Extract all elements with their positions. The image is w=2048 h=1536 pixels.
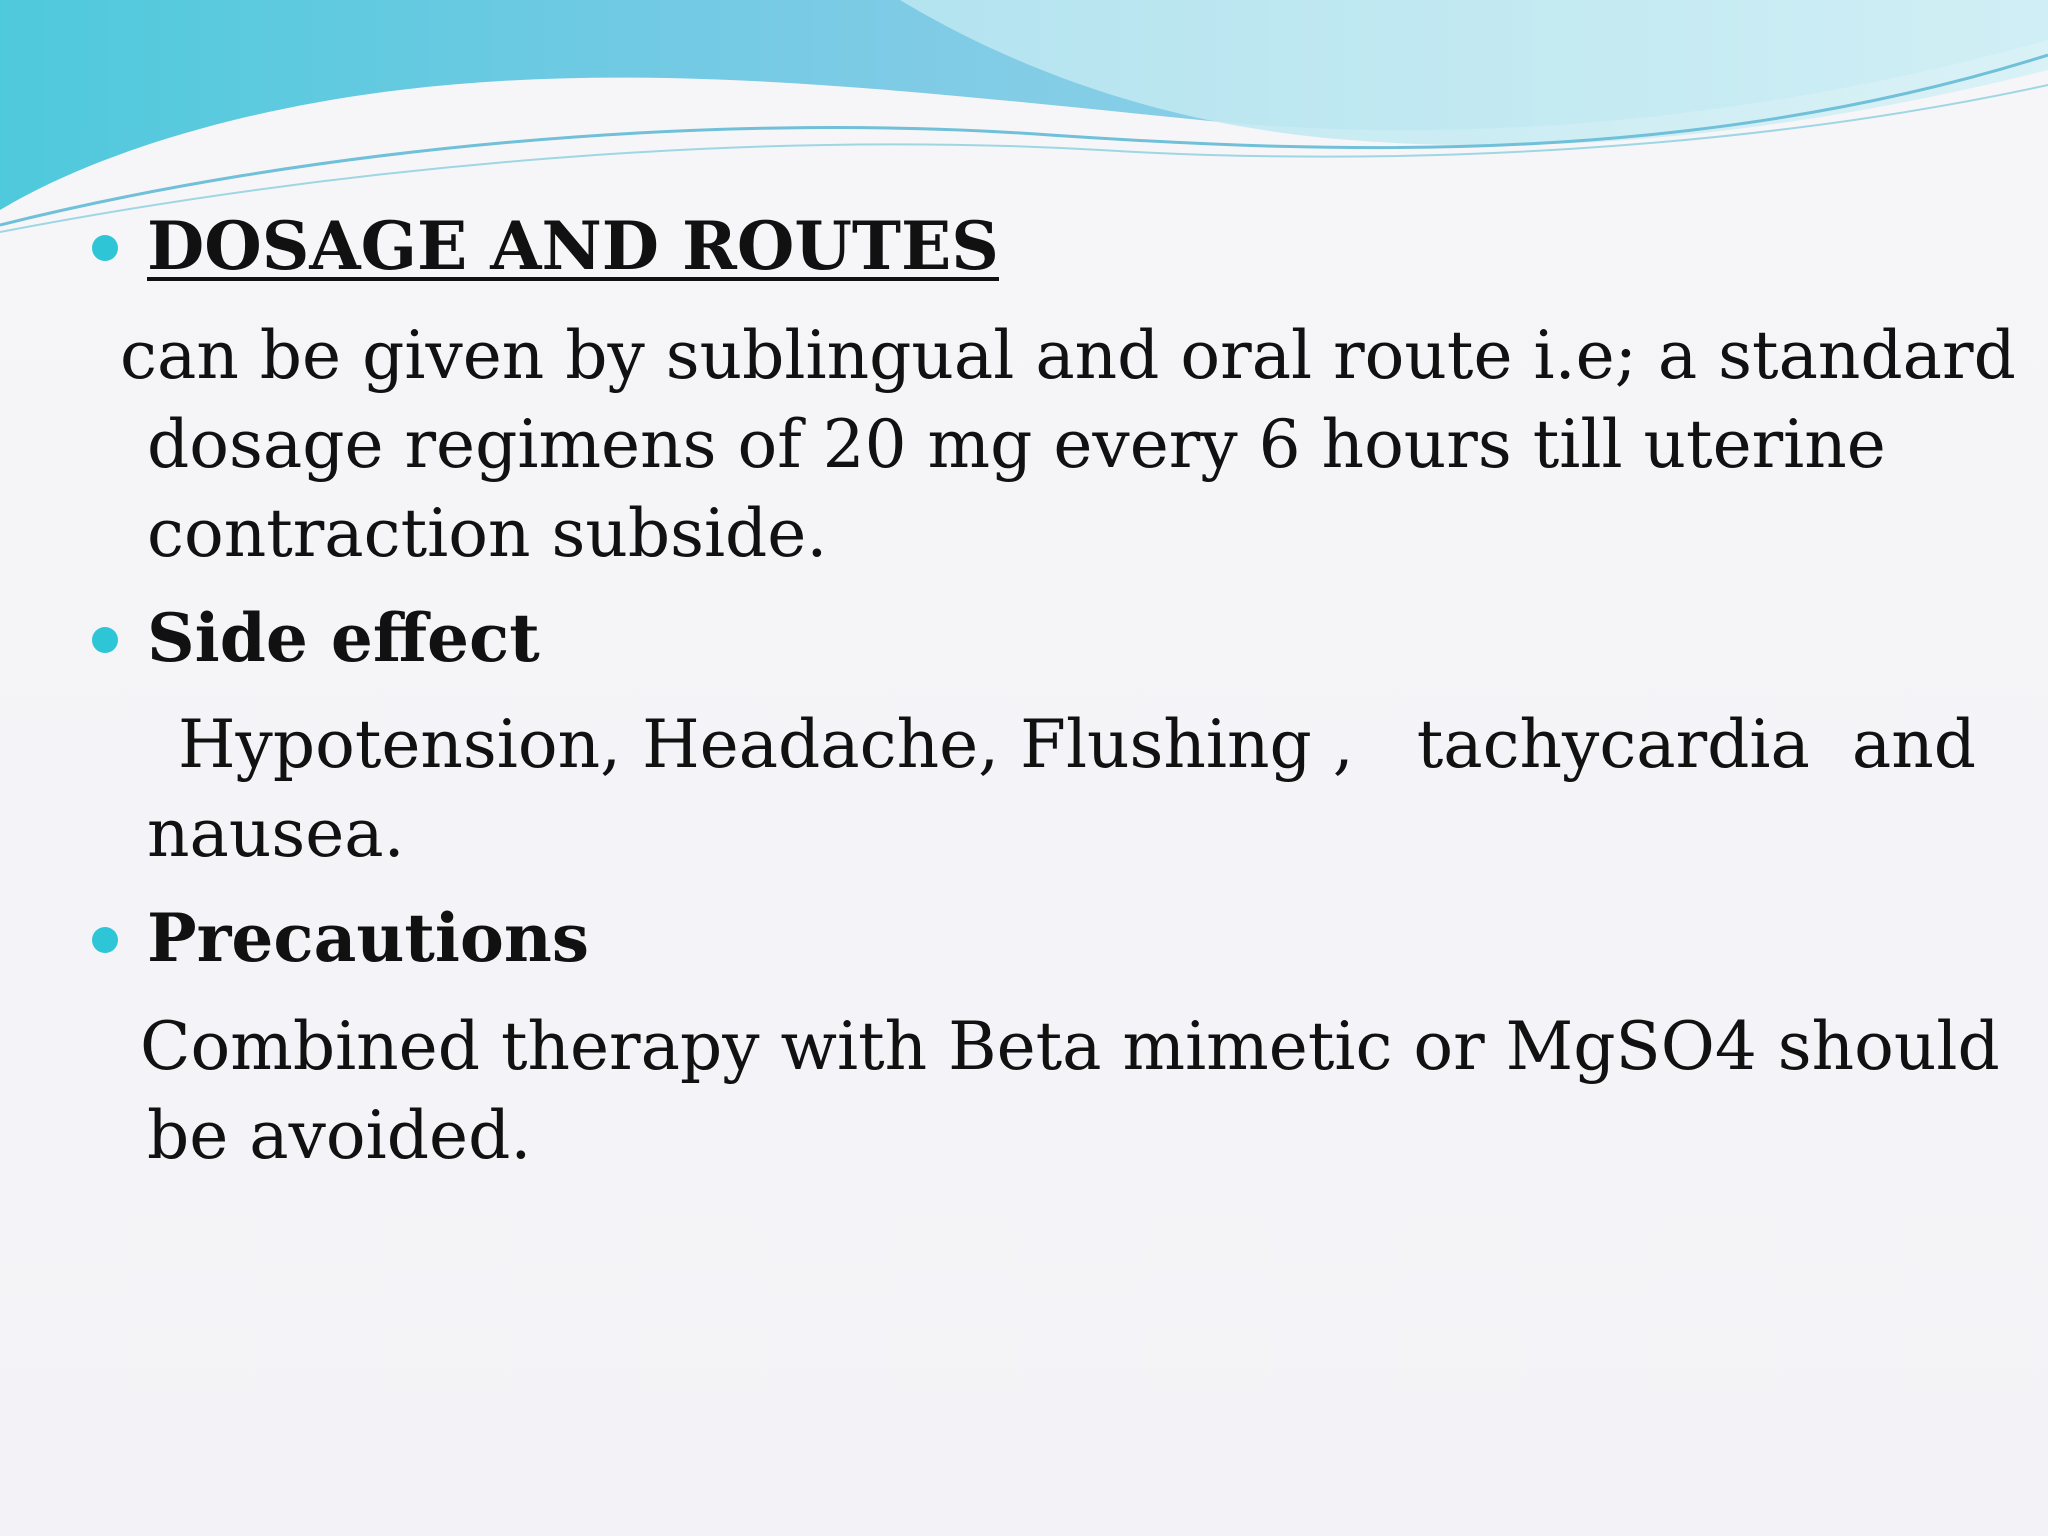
section-heading-precautions: Precautions [147,899,590,977]
bullet-dot [92,927,118,953]
dosage-line-2: dosage regimens of 20 mg every 6 hours till uterine [147,406,1886,483]
side-effect-line-2: nausea. [147,795,405,872]
bullet-dot [92,235,118,261]
precautions-line-2: be avoided. [147,1097,532,1174]
side-effect-line-1: Hypotension, Headache, Flushing , tachycardia and [178,706,1976,783]
dosage-line-3: contraction subside. [147,495,828,572]
precautions-line-1: Combined therapy with Beta mimetic or MgSO4 should [140,1008,2000,1085]
section-heading-dosage: DOSAGE AND ROUTES [147,207,999,285]
bullet-dot [92,627,118,653]
dosage-line-1: can be given by sublingual and oral route i.e; a standard [120,317,2016,394]
section-heading-side-effect: Side effect [147,599,540,677]
